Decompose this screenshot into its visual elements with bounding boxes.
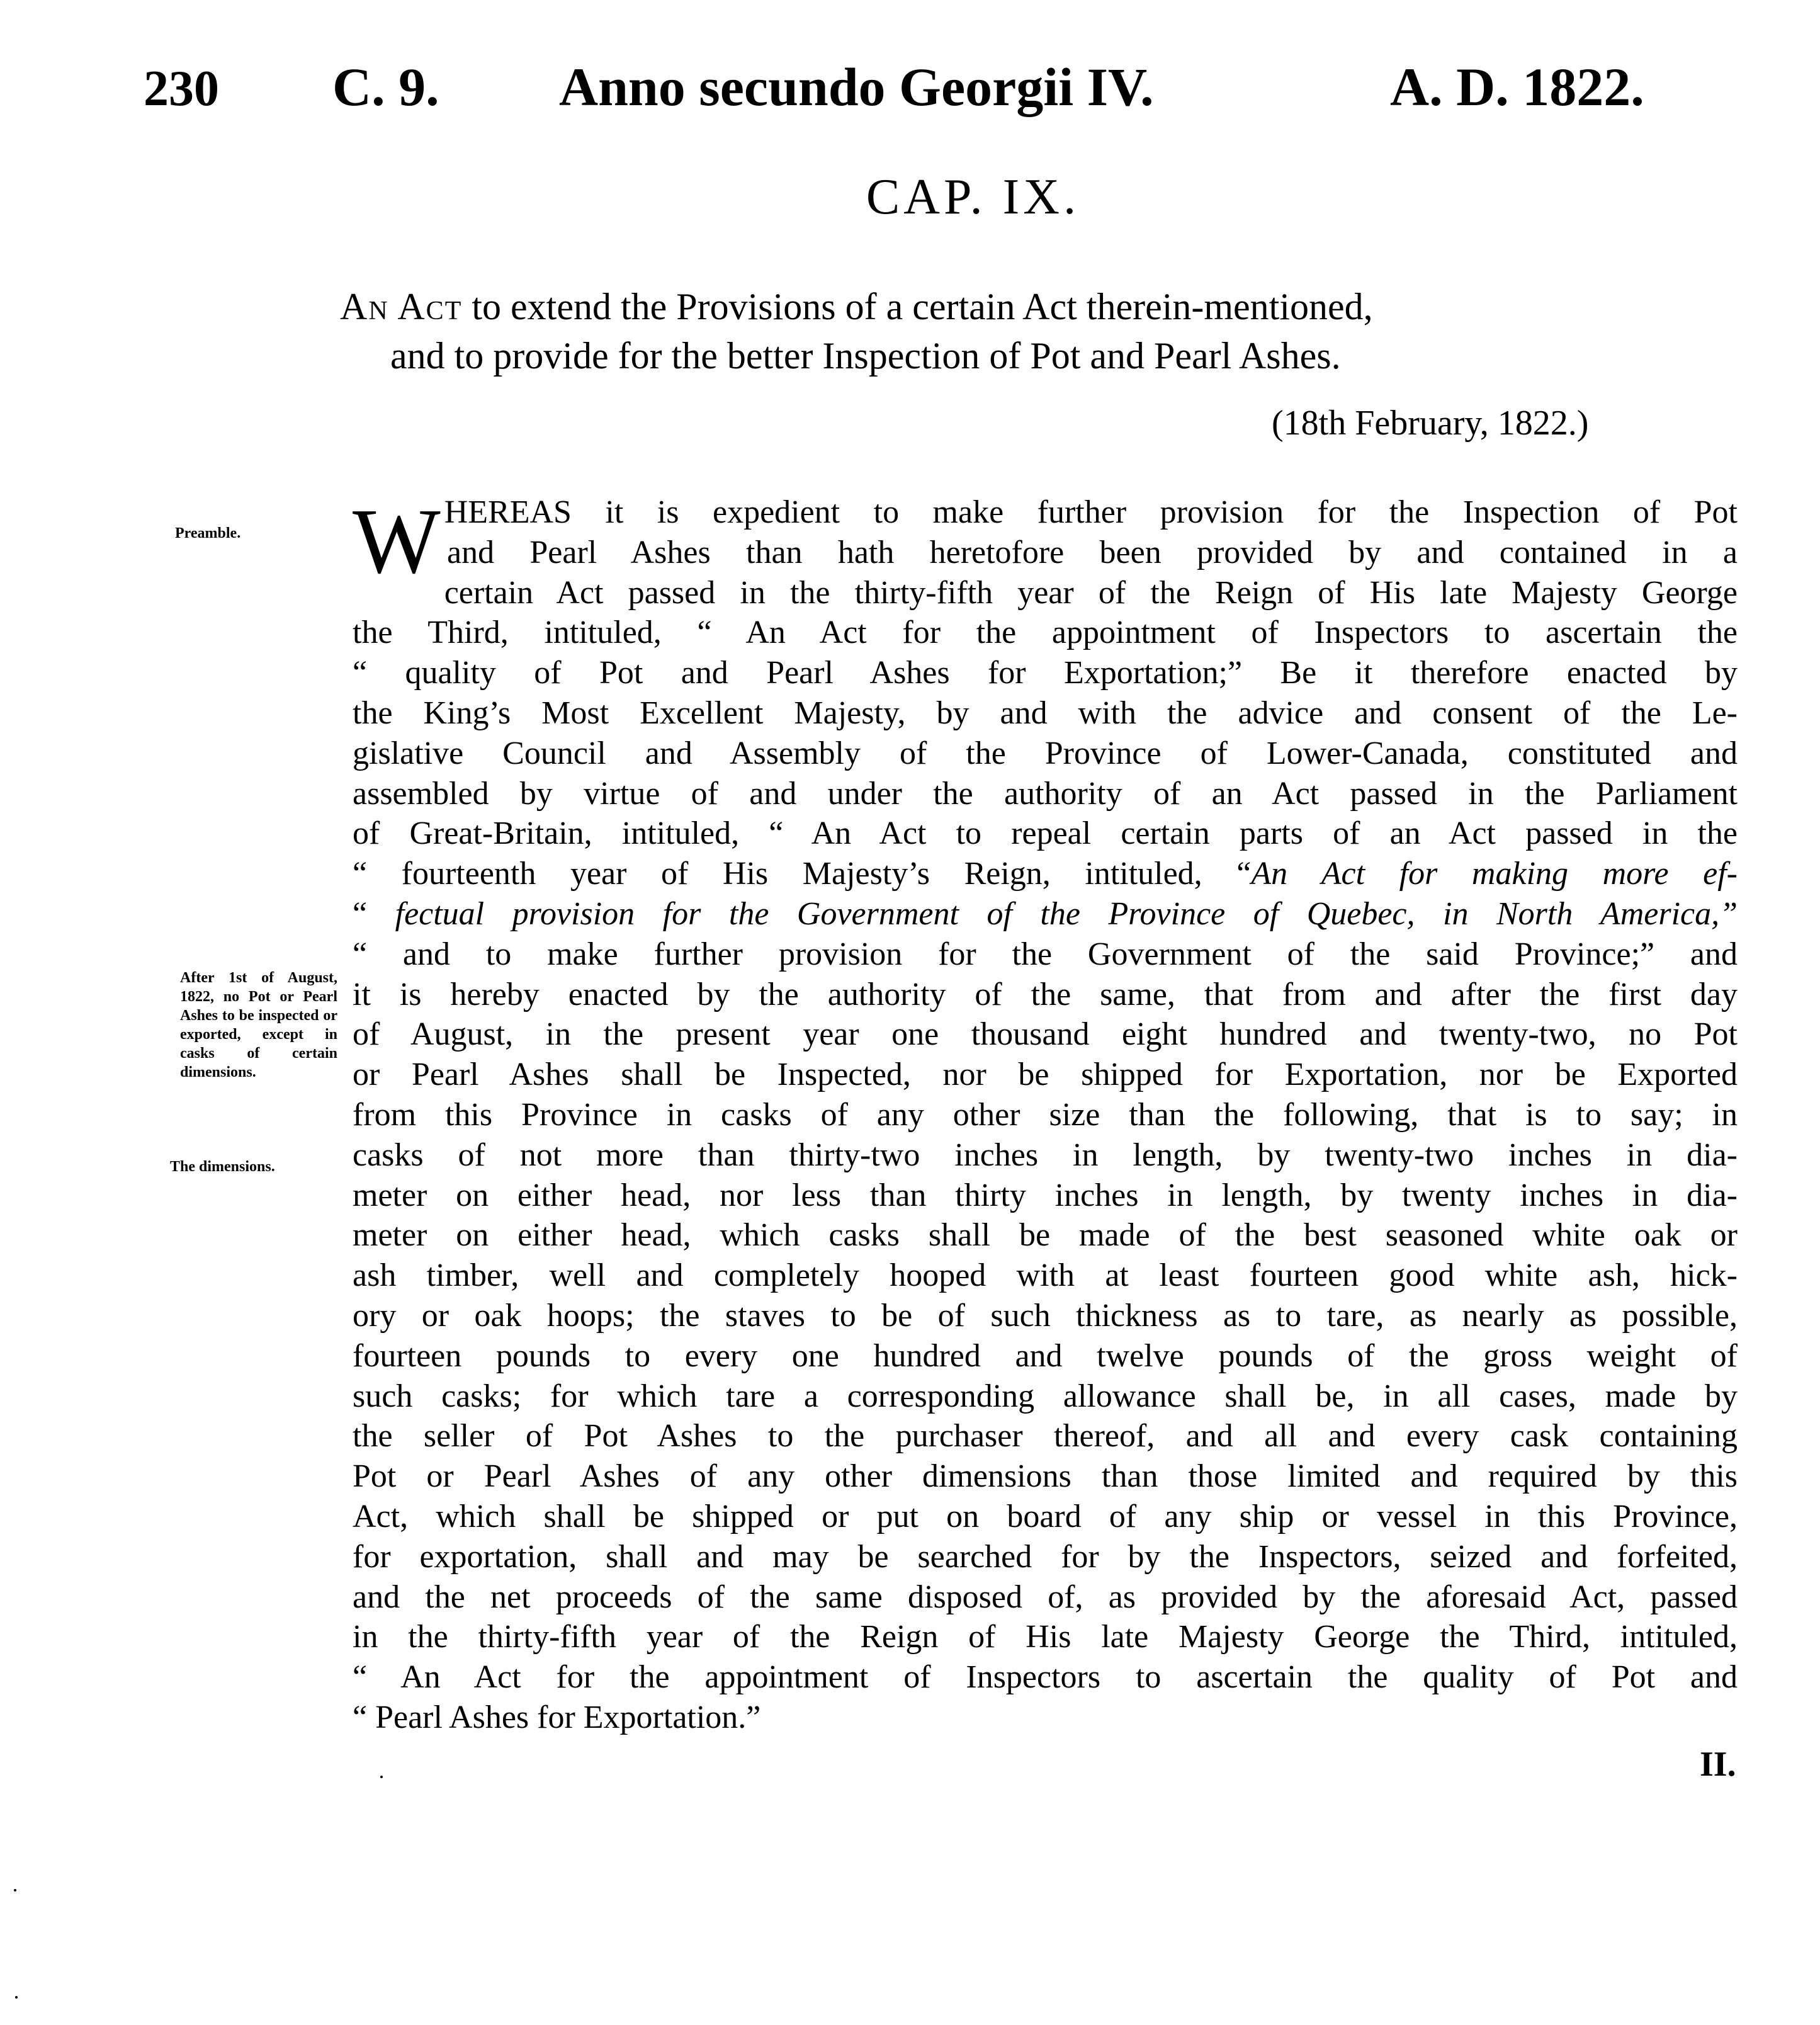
- body-line: casks of not more than thirty-two inches in length, by twenty-two inches in dia-: [353, 1137, 1738, 1173]
- body-line-italic-a: [353, 854, 1738, 894]
- body-line: the Third, intituled, “ An Act for the appointment of Inspectors to ascertain the: [353, 615, 1738, 651]
- chapter-heading: CAP. IX.: [866, 169, 1080, 225]
- page-number: 230: [144, 61, 219, 116]
- act-title: [340, 282, 1731, 380]
- body-line: gislative Council and Assembly of the Province of Lower-Canada, constituted and: [353, 735, 1738, 771]
- body-line: “ Pearl Ashes for Exportation.”: [353, 1699, 761, 1735]
- body-line-text: “: [353, 895, 368, 932]
- body-line: “ An Act for the appointment of Inspectors to ascertain the quality of Pot and: [353, 1659, 1738, 1696]
- body-line-italic-b: [353, 894, 1738, 934]
- act-title-line2: and to provide for the better Inspection of Pot and Pearl Ashes.: [390, 335, 1341, 377]
- body-line: of August, in the present year one thousand eight hundred and twenty-two, no Pot: [353, 1016, 1738, 1053]
- chapter-reference: C. 9.: [332, 57, 439, 117]
- margin-note-dimensions: The dimensions.: [170, 1159, 275, 1175]
- body-line: or Pearl Ashes shall be Inspected, nor be shipped for Exportation, nor be Exported: [353, 1057, 1738, 1093]
- margin-note-preamble: Preamble.: [175, 525, 241, 542]
- body-line: it is hereby enacted by the authority of the same, that from and after the first day: [353, 976, 1738, 1012]
- body-line: fourteen pounds to every one hundred and twelve pounds of the gross weight of: [353, 1337, 1738, 1374]
- act-title-prefix: An Act: [340, 286, 463, 327]
- print-speck: [380, 1776, 383, 1778]
- print-speck: [15, 1996, 18, 1999]
- body-line: in the thirty-fifth year of the Reign of His late Majesty George the Third, intituled,: [353, 1619, 1738, 1655]
- header-year: A. D. 1822.: [1390, 57, 1644, 117]
- body-line-text: “ fourteenth year of His Majesty’s Reign, intituled, “: [353, 856, 1252, 892]
- body-line: ash timber, well and completely hooped with at least fourteen good white ash, hick-: [353, 1257, 1738, 1294]
- act-title-line1: to extend the Provisions of a certain Act therein-mentioned,: [472, 286, 1373, 327]
- margin-note-after-august: After 1st of August, 1822, no Pot or Pearl Ashes to be inspected or exported, except in casks of certain dimensions.: [180, 970, 337, 1081]
- catchword: II.: [1700, 1745, 1736, 1784]
- body-line: of Great-Britain, intituled, “ An Act to repeal certain parts of an Act passed in the: [353, 815, 1738, 852]
- running-header: [144, 55, 1730, 131]
- body-line: for exportation, shall and may be searched for by the Inspectors, seized and forfeited,: [353, 1538, 1738, 1575]
- body-line: HEREAS it is expedient to make further provision for the Inspection of Pot: [444, 494, 1738, 530]
- body-line: such casks; for which tare a corresponding allowance shall be, in all cases, made by: [353, 1378, 1738, 1414]
- act-date: (18th February, 1822.): [1272, 404, 1589, 443]
- header-title: Anno secundo Georgii IV.: [559, 57, 1154, 117]
- body-line: “ quality of Pot and Pearl Ashes for Exportation;” Be it therefore enacted by: [353, 655, 1738, 691]
- body-line: meter on either head, nor less than thirty inches in length, by twenty inches in dia-: [353, 1177, 1738, 1213]
- body-line: Pot or Pearl Ashes of any other dimensions than those limited and required by this: [353, 1458, 1738, 1495]
- body-line: Act, which shall be shipped or put on board of any ship or vessel in this Province,: [353, 1498, 1738, 1534]
- body-line: assembled by virtue of and under the authority of an Act passed in the Parliament: [353, 775, 1738, 812]
- body-line: and Pearl Ashes than hath heretofore been provided by and contained in a: [447, 534, 1738, 570]
- body-line: the seller of Pot Ashes to the purchaser thereof, and all and every cask containing: [353, 1418, 1738, 1455]
- body-line: certain Act passed in the thirty-fifth year of the Reign of His late Majesty George: [444, 574, 1738, 611]
- body-line: the King’s Most Excellent Majesty, by and with the advice and consent of the Le-: [353, 695, 1738, 731]
- body-line: meter on either head, which casks shall be made of the best seasoned white oak or: [353, 1217, 1738, 1254]
- print-speck: [14, 1889, 16, 1892]
- body-line: and the net proceeds of the same disposed of, as provided by the aforesaid Act, passed: [353, 1579, 1738, 1615]
- drop-cap: W: [353, 490, 441, 593]
- italic-act-title-part2: fectual provision for the Government of the Province of Quebec, in North America,”: [395, 895, 1738, 932]
- body-line: “ and to make further provision for the Government of the said Province;” and: [353, 936, 1738, 972]
- act-body: [353, 492, 1738, 1738]
- italic-act-title-part1: An Act for making more ef-: [1251, 856, 1738, 892]
- body-line: from this Province in casks of any other size than the following, that is to say; in: [353, 1096, 1738, 1133]
- body-line: ory or oak hoops; the staves to be of such thickness as to tare, as nearly as possible,: [353, 1297, 1738, 1334]
